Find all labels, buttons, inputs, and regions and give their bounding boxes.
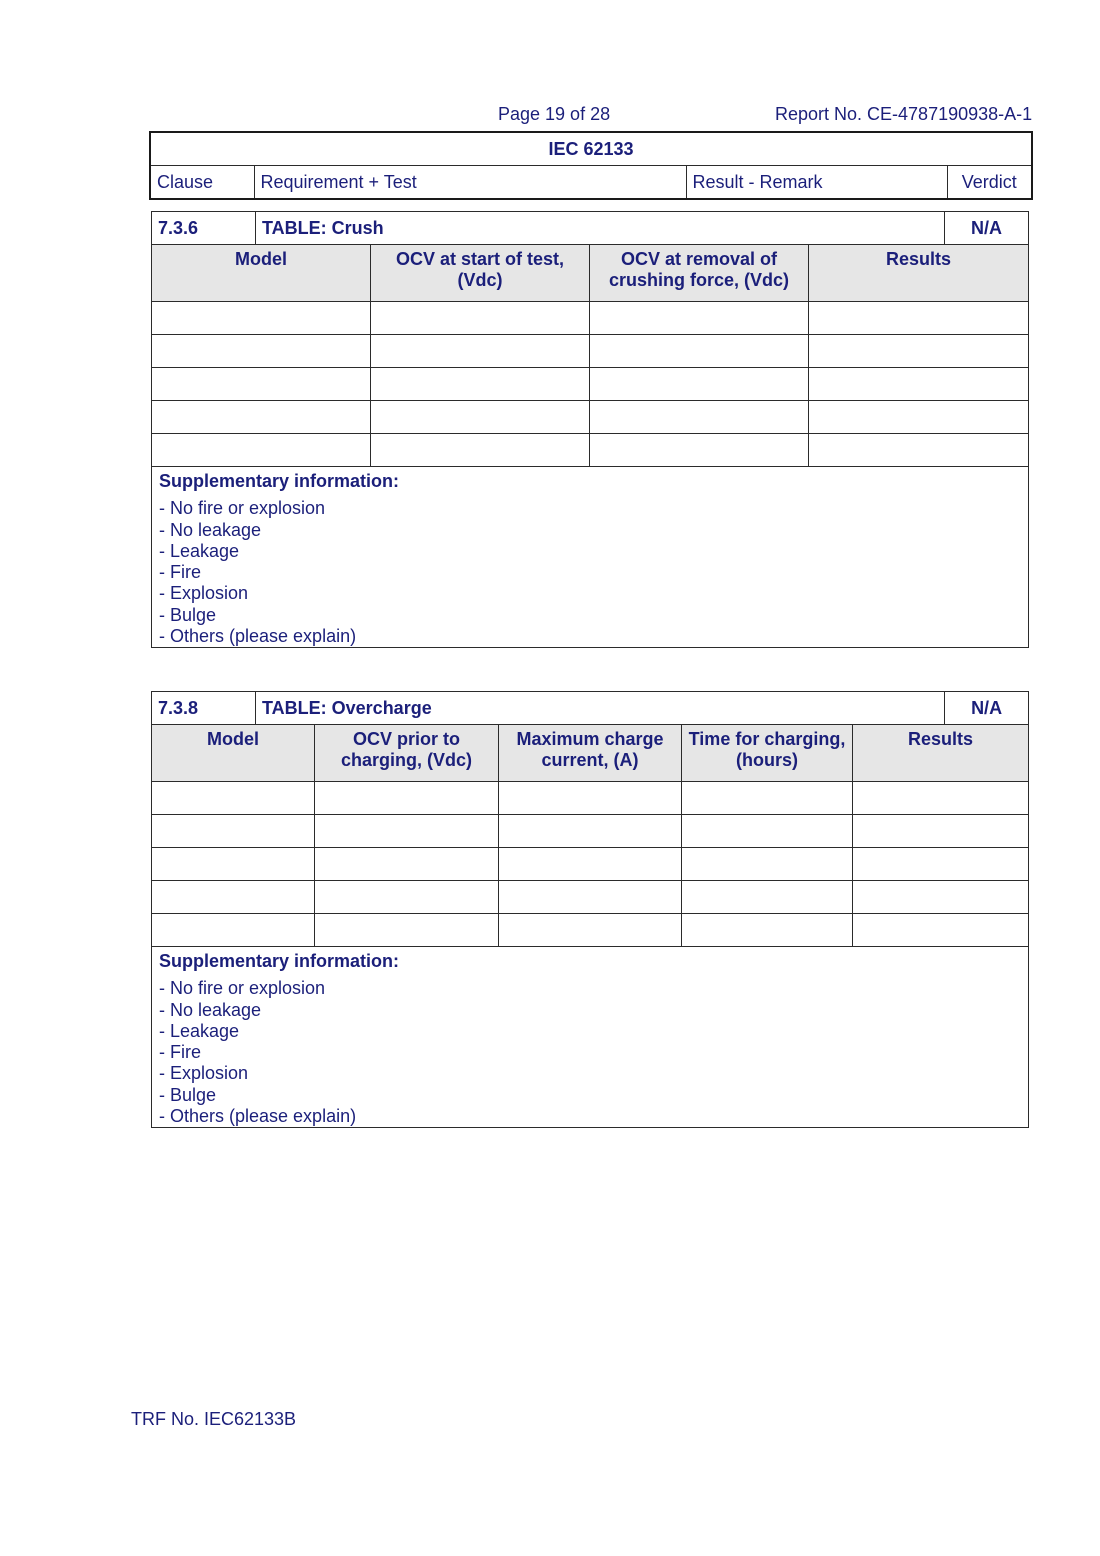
table-cell <box>499 815 682 848</box>
crush-supplementary <box>152 467 1029 648</box>
overcharge-table <box>151 691 1029 1128</box>
overcharge-title-row <box>152 692 1029 725</box>
overcharge-supplementary <box>152 947 1029 1128</box>
crush-col-ocv-start: OCV at start of test, (Vdc) <box>371 245 590 302</box>
table-cell <box>682 848 853 881</box>
table-cell <box>809 434 1029 467</box>
table-cell <box>315 782 499 815</box>
table-cell <box>590 434 809 467</box>
list-item: - Explosion <box>159 1063 249 1084</box>
overcharge-col-max-current: Maximum charge current, (A) <box>499 725 682 782</box>
standard-title-row <box>150 132 1032 166</box>
overcharge-col-results: Results <box>853 725 1029 782</box>
standard-header-table <box>149 131 1033 200</box>
list-item: - No fire or explosion <box>159 978 326 999</box>
overcharge-col-model: Model <box>152 725 315 782</box>
list-item: - No leakage <box>159 519 262 540</box>
list-item: - Explosion <box>159 583 249 604</box>
table-cell <box>152 815 315 848</box>
table-row <box>152 914 1029 947</box>
table-row <box>152 302 1029 335</box>
crush-supplementary-title: Supplementary information: <box>159 471 400 491</box>
crush-col-ocv-removal: OCV at removal of crushing force, (Vdc) <box>590 245 809 302</box>
list-item: - Others (please explain) <box>159 1106 357 1127</box>
list-item: - Bulge <box>159 604 217 625</box>
table-cell <box>590 401 809 434</box>
table-cell <box>315 815 499 848</box>
page-number: Page 19 of 28 <box>498 104 611 124</box>
table-cell <box>152 368 371 401</box>
table-cell <box>152 848 315 881</box>
table-row <box>152 401 1029 434</box>
table-cell <box>682 881 853 914</box>
list-item: - Others (please explain) <box>159 626 357 647</box>
table-cell <box>371 434 590 467</box>
table-cell <box>371 335 590 368</box>
overcharge-clause: 7.3.8 <box>152 692 256 725</box>
overcharge-verdict: N/A <box>945 692 1029 725</box>
verdict-column-header: Verdict <box>947 166 1032 200</box>
table-cell <box>590 368 809 401</box>
overcharge-supplementary-row <box>152 947 1029 1128</box>
table-cell <box>152 401 371 434</box>
overcharge-header-row <box>152 725 1029 782</box>
standard-columns-row <box>150 166 1032 200</box>
list-item: - Leakage <box>159 1020 240 1041</box>
requirement-column-header: Requirement + Test <box>254 166 686 200</box>
trf-number: TRF No. IEC62133B <box>131 1409 297 1429</box>
table-cell <box>853 782 1029 815</box>
table-row <box>152 815 1029 848</box>
table-cell <box>853 881 1029 914</box>
table-cell <box>152 914 315 947</box>
overcharge-col-time: Time for charging, (hours) <box>682 725 853 782</box>
list-item: - No fire or explosion <box>159 498 326 519</box>
table-cell <box>152 302 371 335</box>
table-cell <box>499 782 682 815</box>
standard-title: IEC 62133 <box>150 132 1032 166</box>
table-cell <box>682 815 853 848</box>
overcharge-col-ocv-prior: OCV prior to charging, (Vdc) <box>315 725 499 782</box>
table-row <box>152 782 1029 815</box>
list-item: - Fire <box>159 562 201 583</box>
result-column-header: Result - Remark <box>686 166 947 200</box>
table-cell <box>499 914 682 947</box>
crush-title-row <box>152 212 1029 245</box>
table-cell <box>853 815 1029 848</box>
table-cell <box>499 848 682 881</box>
crush-table-title: TABLE: Crush <box>256 212 945 245</box>
table-cell <box>590 335 809 368</box>
table-cell <box>371 302 590 335</box>
crush-table <box>151 211 1029 648</box>
table-cell <box>809 368 1029 401</box>
clause-column-header: Clause <box>150 166 254 200</box>
table-row <box>152 881 1029 914</box>
table-cell <box>853 914 1029 947</box>
table-cell <box>152 782 315 815</box>
table-cell <box>152 335 371 368</box>
crush-verdict: N/A <box>945 212 1029 245</box>
table-cell <box>809 302 1029 335</box>
table-cell <box>315 881 499 914</box>
table-cell <box>152 434 371 467</box>
table-cell <box>371 401 590 434</box>
table-cell <box>853 848 1029 881</box>
table-cell <box>499 881 682 914</box>
list-item: - No leakage <box>159 999 262 1020</box>
table-row <box>152 335 1029 368</box>
table-cell <box>315 914 499 947</box>
list-item: - Bulge <box>159 1084 217 1105</box>
overcharge-table-title: TABLE: Overcharge <box>256 692 945 725</box>
crush-clause: 7.3.6 <box>152 212 256 245</box>
crush-header-row <box>152 245 1029 302</box>
crush-supplementary-row <box>152 467 1029 648</box>
overcharge-supplementary-title: Supplementary information: <box>159 951 400 971</box>
table-row <box>152 434 1029 467</box>
crush-col-model: Model <box>152 245 371 302</box>
table-cell <box>682 914 853 947</box>
table-cell <box>152 881 315 914</box>
report-number: Report No. CE-4787190938-A-1 <box>775 104 1033 124</box>
table-row <box>152 848 1029 881</box>
list-item: - Fire <box>159 1042 201 1063</box>
table-cell <box>315 848 499 881</box>
table-cell <box>371 368 590 401</box>
table-row <box>152 368 1029 401</box>
table-cell <box>809 335 1029 368</box>
list-item: - Leakage <box>159 540 240 561</box>
table-cell <box>809 401 1029 434</box>
crush-col-results: Results <box>809 245 1029 302</box>
table-cell <box>682 782 853 815</box>
table-cell <box>590 302 809 335</box>
